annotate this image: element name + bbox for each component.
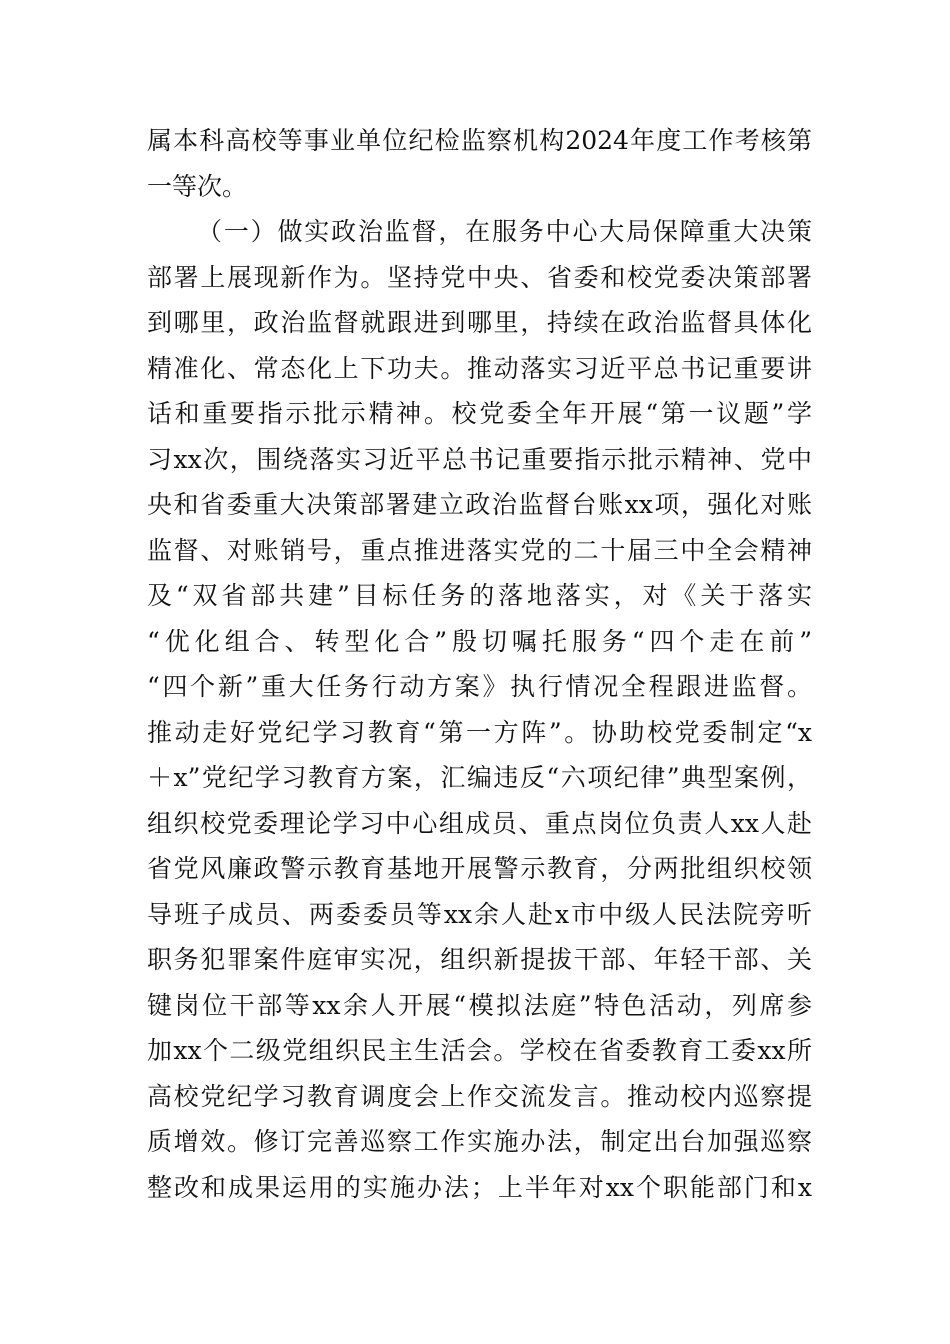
text-line: 到哪里，政治监督就跟进到哪里，持续在政治监督具体化 (147, 308, 812, 337)
text-line: 职务犯罪案件庭审实况，组织新提拔干部、年轻干部、关 (147, 945, 812, 974)
text-line: 部署上展现新作为。坚持党中央、省委和校党委决策部署 (147, 262, 812, 292)
text-line: ＋x”党纪学习教育方案，汇编违反“六项纪律”典型案例， (147, 763, 812, 792)
text-line: 质增效。修订完善巡察工作实施办法，制定出台加强巡察 (147, 1127, 812, 1156)
text-line: 一等次。 (147, 171, 248, 201)
text-line: 导班子成员、两委委员等xx余人赴x市中级人民法院旁听 (147, 899, 812, 929)
section-heading-line: （一）做实政治监督，在服务中心大局保障重大决策 (197, 217, 812, 246)
text-line: 习xx次，围绕落实习近平总书记重要指示批示精神、党中 (147, 444, 812, 474)
text-line: 高校党纪学习教育调度会上作交流发言。推动校内巡察提 (147, 1081, 812, 1111)
text-line: 监督、对账销号，重点推进落实党的二十届三中全会精神 (147, 535, 812, 565)
text-line: 话和重要指示批示精神。校党委全年开展“第一议题”学 (147, 399, 812, 428)
text-line: 整改和成果运用的实施办法；上半年对xx个职能部门和x (147, 1172, 812, 1202)
text-line: “四个新”重大任务行动方案》执行情况全程跟进监督。 (147, 672, 812, 701)
text-line: “优化组合、转型化合”殷切嘱托服务“四个走在前” (147, 626, 812, 656)
text-line: 属本科高校等事业单位纪检监察机构2024年度工作考核第 (147, 126, 812, 155)
text-line: 组织校党委理论学习中心组成员、重点岗位负责人xx人赴 (147, 808, 812, 838)
text-line: 键岗位干部等xx余人开展“模拟法庭”特色活动，列席参 (147, 990, 812, 1020)
text-line: 加xx个二级党组织民主生活会。学校在省委教育工委xx所 (147, 1036, 812, 1065)
text-line: 及“双省部共建”目标任务的落地落实，对《关于落实 (147, 581, 812, 610)
text-line: 央和省委重大决策部署建立政治监督台账xx项，强化对账 (147, 490, 812, 519)
text-line: 精准化、常态化上下功夫。推动落实习近平总书记重要讲 (147, 353, 812, 383)
text-line: 省党风廉政警示教育基地开展警示教育，分两批组织校领 (147, 854, 812, 883)
body-text (147, 118, 812, 1210)
text-line: 推动走好党纪学习教育“第一方阵”。协助校党委制定“x (147, 717, 812, 747)
